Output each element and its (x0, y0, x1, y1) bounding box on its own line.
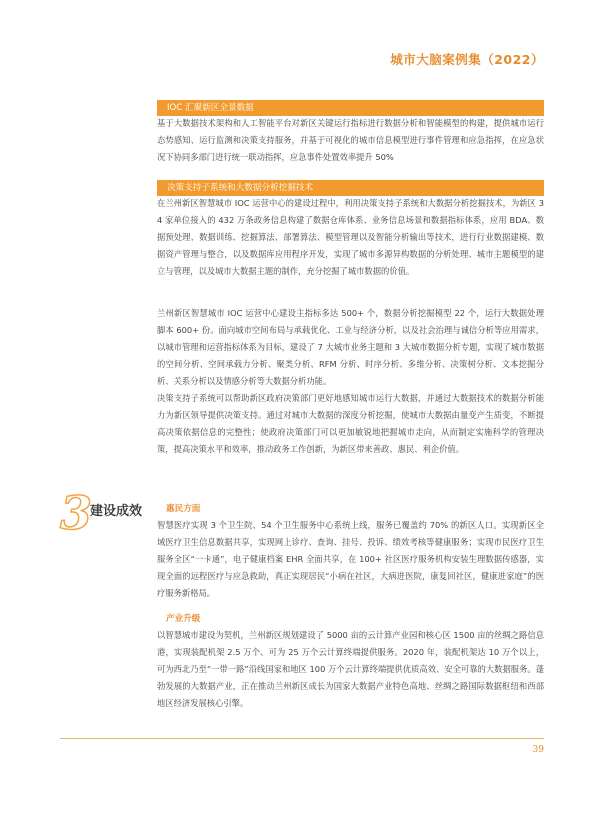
chapter-number-icon: 3 (60, 486, 93, 540)
chapter-title: 建设成效 (90, 504, 143, 519)
header-title: 城市大脑案例集（2022） (390, 52, 544, 67)
section-heading-decision: 决策支持子系统和大数据分析挖掘技术 (157, 180, 544, 196)
benefit-industry-paragraph: 以智慧城市建设为契机，兰州新区规划建设了 5000 亩的云计算产业园和核心区 1500 亩的丝绸之路信息港，实现装配机架 2.5 万个、可为 25 万个云计算终端提供服务。2020 年，装配机架达 10 万个以上，可为西北乃至“一带一路”沿线国家和地区 100 万个云计算终端提供优质高效、安全可靠的大数据服务。蓬勃发展的大数据产业，正在推动兰州新区成长为国家大数据产业特色高地、丝绸之路国际数据枢纽和西部地区经济发展核心引擎。 (157, 630, 544, 708)
section-heading-ioc: IOC 汇聚新区全景数据 (157, 100, 544, 116)
decision-paragraph-1: 在兰州新区智慧城市 IOC 运营中心的建设过程中，利用决策支持子系统和大数据分析挖掘技术，为新区 34 家单位接入的 432 万条政务信息构建了数据仓库体系、业务信息场景和数据指标体系，应用 BDA、数据预处理、数据训练、挖掘算法、部署算法、模型管理以及智能分析输出等技术，进行行业数据建模、数据资产管理与整合，以及数据库应用程序开发，实现了城市多源异构数据的分析处理、城市主题模型的建立与管理，以及城市大数据主题的制作，充分挖掘了城市数据的价值。 (157, 198, 544, 276)
benefit-label-industry: 产业升级 (166, 614, 201, 624)
ioc-paragraph: 基于大数据技术架构和人工智能平台对新区关键运行指标进行数据分析和智能模型的构建，提供城市运行态势感知、运行监测和决策支持服务，并基于可视化的城市信息模型进行事件管理和应急指挥，在应急状况下协同多部门进行统一联动指挥，应急事件处置效率提升 50% (157, 118, 544, 162)
page-number: 39 (532, 745, 544, 755)
decision-paragraph-3: 决策支持子系统可以帮助新区政府决策部门更好地感知城市运行大数据，并通过大数据技术的数据分析能力为新区领导提供决策支持。通过对城市大数据的深度分析挖掘，使城市大数据由量变产生质变，不断提高决策依据信息的完整性；使政府决策部门可以更加敏锐地把握城市走向，从而制定实施科学的管理决策，提高决策水平和效率，推动政务工作创新，为新区带来善政、惠民、利企价值。 (157, 393, 544, 454)
benefit-people-paragraph: 智慧医疗实现 3 个卫生院、54 个卫生服务中心系统上线，服务已覆盖约 70% 的新区人口。实现新区全域医疗卫生信息数据共享，实现网上诊疗、查询、挂号、投诉、绩效考核等健康服务；实现市民医疗卫生服务全区“一卡通”，电子健康档案 EHR 全面共享，在 100+ 社区医疗服务机构安装生理数据传感器，实现全面的远程医疗与应急救助，真正实现居民“小病在社区，大病进医院，康复回社区，健康进家庭”的医疗服务新格局。 (157, 520, 544, 598)
footer-divider (60, 738, 544, 739)
decision-paragraph-2: 兰州新区智慧城市 IOC 运营中心建设主指标多达 500+ 个，数据分析挖掘模型 22 个，运行大数据处理脚本 600+ 份。面向城市空间布局与承载优化、工业与经济分析，以及社会治理与诚信分析等应用需求，以城市管理和运营指标体系为目标，建设了 7 大城市业务主题和 3 大城市数据分析专题，实现了城市数据的空间分析、空间承载力分析、聚类分析、RFM 分析、时序分析、多维分析、决策树分析、文本挖掘分析、关系分析以及情感分析等大数据分析功能。 (157, 308, 544, 386)
benefit-label-people: 惠民方面 (166, 504, 201, 514)
